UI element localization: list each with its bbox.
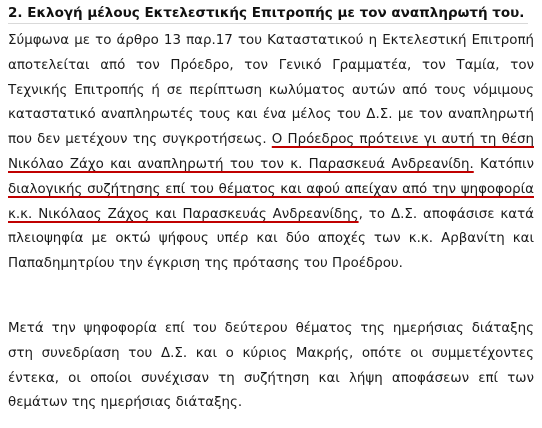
paragraph-1-line [8,252,534,277]
text-segment: , το Δ.Σ. αποφάσισε κατά [358,206,534,222]
section-heading: 2. Εκλογή μέλους Εκτελεστικής Επιτροπής με τον αναπληρωτή του. [8,5,525,21]
paragraph-2-line [8,391,534,416]
paragraph-1-line [8,29,534,54]
paragraph-1-line [8,54,534,79]
text-segment: Παπαδημητρίου την έγκριση της πρότασης του Προέδρου. [8,256,403,272]
text-segment: έντεκα, οι οποίοι συνέχισαν τη συζήτηση και λήψη αποφάσεων επί των [8,370,534,386]
text-segment: πλειοψηφία με οκτώ ψήφους υπέρ και δύο αποχές των κ.κ. Αρβανίτη και [8,231,534,247]
paragraph-1-line [8,79,534,104]
underlined-segment: διαλογικής συζήτησης επί του θέματος και αφού απείχαν από την ψηφοφορία [8,181,534,197]
paragraph-1 [8,29,534,277]
paragraph-2-line [8,367,534,392]
underlined-segment: κ.κ. Νικόλαος Ζάχος και Παρασκευάς Ανδρεανίδης [8,206,359,222]
paragraph-1-line [8,227,534,252]
text-segment: Τεχνικής Επιτροπής ή σε περίπτωση κωλύματος αυτών από τους νόμιμους [8,82,534,98]
text-segment: θεμάτων της ημερήσιας διάταξης. [8,395,243,411]
paragraph-2-line [8,317,534,342]
underlined-segment: Ο Πρόεδρος πρότεινε γι αυτή τη θέση [271,132,534,148]
text-segment: Μετά την ψηφοφορία επί του δεύτερου θέματος της ημερήσιας διάταξης [8,321,534,336]
paragraph-1-line [8,128,534,153]
paragraph-1-line [8,103,534,128]
text-segment: που δεν μετέχουν της συγκροτήσεως. [8,132,272,148]
paragraph-2 [8,317,534,416]
paragraph-1-line [8,153,534,178]
paragraph-1-line [8,203,534,228]
heading-divider [8,23,528,24]
text-segment: Σύμφωνα με το άρθρο 13 παρ.17 του Καταστατικού η Εκτελεστική Επιτροπή [8,33,534,48]
text-segment: αποτελείται από τον Πρόεδρο, τον Γενικό Γραμματέα, τον Ταμία, τον [8,57,534,73]
text-segment: καταστατικό αναπληρωτές τους και ένα μέλος του Δ.Σ. με τον αναπληρωτή [8,107,534,123]
underlined-segment: Νικόλαο Ζάχο και αναπληρωτή του τον κ. Παρασκευά Ανδρεανίδη. [8,156,474,172]
text-segment: Κατόπιν [473,156,534,172]
paragraph-1-line [8,178,534,203]
paragraph-2-line [8,342,534,367]
text-segment: στη συνεδρίαση του Δ.Σ. και ο κύριος Μακρής, οπότε οι συμμετέχοντες [8,345,534,361]
